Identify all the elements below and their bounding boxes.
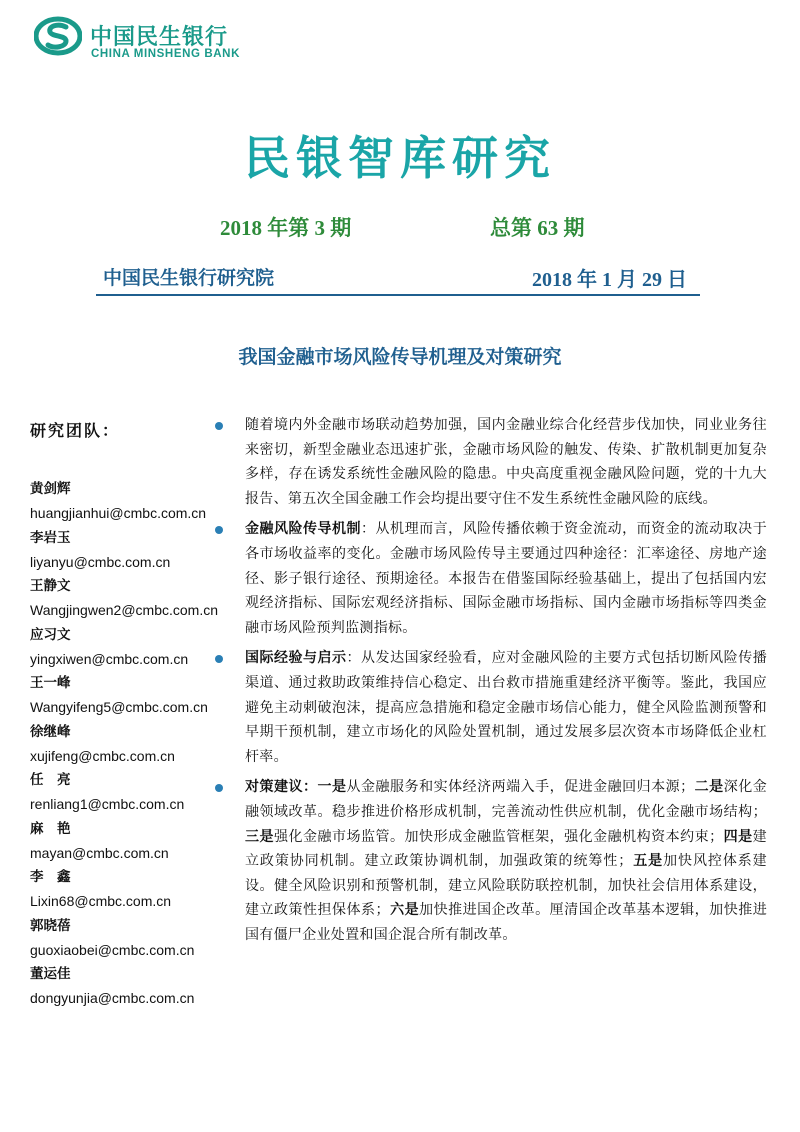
bank-logo — [34, 16, 264, 60]
member-email: mayan@cmbc.com.cn — [30, 844, 169, 861]
member-email: yingxiwen@cmbc.com.cn — [30, 650, 189, 667]
point-keyword: 一是 — [317, 779, 347, 796]
member-email: renliang1@cmbc.com.cn — [30, 796, 185, 812]
member-name: 徐继峰 — [30, 723, 71, 740]
member-email: liyanyu@cmbc.com.cn — [30, 553, 171, 570]
point-keyword: 六是 — [389, 902, 420, 919]
masthead-title: 民银智库研究 — [244, 131, 556, 185]
team-member — [30, 671, 230, 720]
header-divider — [96, 294, 700, 296]
summary-bullet-mechanism — [215, 517, 767, 640]
summary-text: 随着境内外金融市场联动趋势加强，国内金融业综合化经营步伐加快，同业业务往来密切，新型金融业态迅速扩张，金融市场风险的触发、传染、扩散机制更加复杂多样，存在诱发系统性金融风险的隐患。中央高度重视金融风险问题，党的十九大报告、第五次全国金融工作会均提出要守住不发生系统性金融风险的底线。 — [245, 417, 767, 507]
member-email: Wangyifeng5@cmbc.com.cn — [30, 699, 208, 715]
member-name: 任 亮 — [30, 772, 71, 788]
summary-section — [215, 413, 767, 953]
team-member — [30, 720, 230, 769]
point-text: 强化金融市场监管。加快形成金融监管框架，强化金融机构资本约束； — [274, 828, 724, 845]
member-email: Wangjingwen2@cmbc.com.cn — [30, 602, 218, 618]
member-email: xujifeng@cmbc.com.cn — [30, 747, 175, 764]
team-heading: 研究团队： — [30, 421, 121, 440]
point-text: 建立政策协同机制。建立政策协调机制，加强政策的统筹性； — [245, 828, 767, 870]
bullet-dot-icon — [215, 655, 223, 663]
member-name: 王静文 — [30, 578, 71, 594]
summary-bullet-background — [215, 413, 767, 511]
member-name: 郭晓蓓 — [30, 917, 71, 934]
issue-number: 2018 年第 3 期 — [220, 216, 352, 240]
team-member — [30, 526, 230, 575]
summary-bullet-international — [215, 646, 767, 769]
bullet-dot-icon — [215, 784, 223, 792]
logo-english-name: CHINA MINSHENG BANK — [91, 48, 240, 60]
point-keyword: 二是 — [694, 779, 724, 796]
team-member — [30, 962, 230, 1011]
summary-label: 对策建议： — [245, 779, 318, 796]
point-text: 深化金融领域改革。稳步推进价格形成机制，完善流动性供应机制，优化金融市场结构； — [245, 779, 767, 820]
point-keyword: 三是 — [245, 828, 275, 845]
summary-text: ：从发达国家经验看，应对金融风险的主要方式包括切断风险传播渠道、通过救助政策维持信心稳定、出台救市措施重建经济平衡等。鉴此，我国应避免主动刺破泡沫，提高应急措施和稳定金融市场信心能力，健全风险监测预警和早期干预机制，建立市场化的风险处置机制，通过发展多层次资本市场降低企业杠杆率。 — [245, 650, 767, 765]
point-text: 加快风控体系建设。健全风险识别和预警机制，建立风险联防联控机制，加快社会信用体系建设，建立政策性担保体系； — [245, 853, 767, 919]
member-name: 董运佳 — [30, 966, 71, 982]
member-email: huangjianhui@cmbc.com.cn — [30, 505, 207, 521]
summary-text: ：从机理而言，风险传播依赖于资金流动，而资金的流动取决于各市场收益率的变化。金融市场风险传导主要通过四种途径：汇率途径、房地产途径、影子银行途径、预期途径。本报告在借鉴国际经验基础上，提出了包括国内宏观经济指标、国际宏观经济指标、国际金融市场指标、国内金融市场指标等四类金融市场风险预判监测指标。 — [245, 521, 767, 636]
summary-label: 金融风险传导机制 — [245, 521, 362, 538]
point-keyword: 五是 — [632, 853, 664, 870]
point-text: 加快推进国企改革。厘清国企改革基本逻辑，加快推进国有僵尸企业处置和国企混合所有制改革。 — [245, 902, 767, 943]
report-title: 我国金融市场风险传导机理及对策研究 — [238, 346, 562, 368]
member-name: 王一峰 — [30, 675, 71, 691]
member-email: dongyunjia@cmbc.com.cn — [30, 990, 195, 1006]
research-team-sidebar — [30, 418, 230, 1011]
member-name: 黄剑辉 — [30, 481, 71, 497]
summary-label: 国际经验与启示 — [245, 650, 347, 667]
team-member — [30, 914, 230, 963]
member-email: Lixin68@cmbc.com.cn — [30, 893, 172, 909]
member-name: 麻 艳 — [30, 820, 71, 837]
point-keyword: 四是 — [723, 828, 753, 845]
team-member — [30, 477, 230, 526]
point-text: 从金融服务和实体经济两端入手，促进金融回归本源； — [346, 779, 695, 796]
bullet-dot-icon — [215, 526, 223, 534]
member-email: guoxiaobei@cmbc.com.cn — [30, 941, 195, 958]
logo-chinese-name: 中国民生银行 — [90, 25, 229, 50]
publish-date: 2018 年 1 月 29 日 — [532, 269, 687, 291]
team-member — [30, 623, 230, 672]
minsheng-logo-icon — [34, 16, 82, 56]
member-name: 应习文 — [30, 626, 71, 643]
issue-total: 总第 63 期 — [490, 216, 585, 240]
team-member — [30, 865, 230, 914]
summary-bullet-recommendations — [215, 775, 767, 947]
bullet-dot-icon — [215, 422, 223, 430]
member-name: 李 鑫 — [30, 869, 71, 885]
team-member — [30, 817, 230, 866]
institute-name: 中国民生银行研究院 — [103, 267, 275, 289]
member-name: 李岩玉 — [30, 529, 71, 546]
team-member — [30, 574, 230, 623]
team-member — [30, 768, 230, 817]
